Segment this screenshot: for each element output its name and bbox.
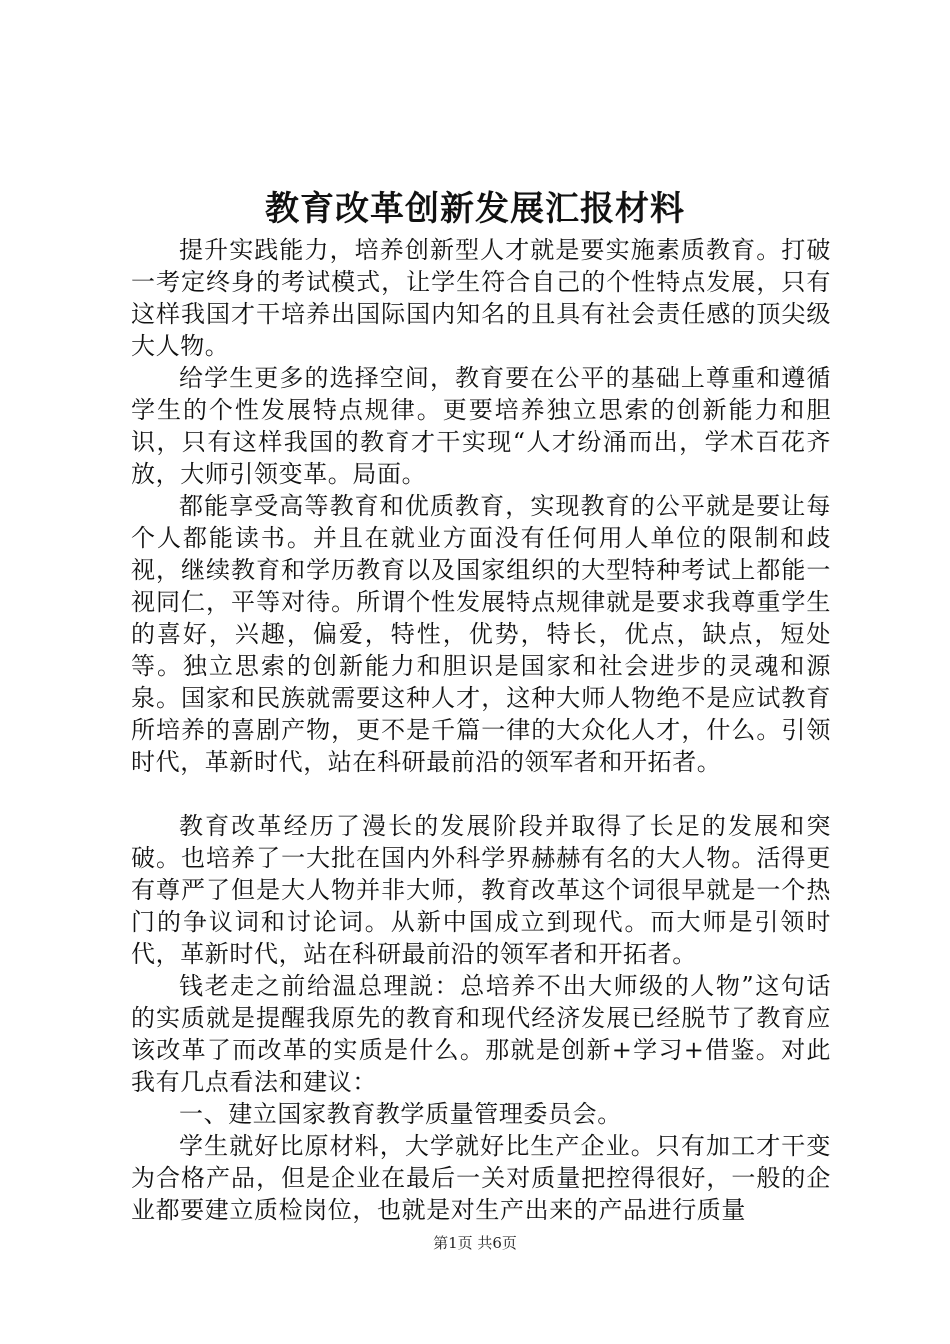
paragraph: 钱老走之前给温总理説：总培养不出大师级的人物”这句话的实质就是提醒我原先的教育和现代经济发展已经脱节了教育应该改革了而改革的实质是什么。那就是创新+学习+借鉴。对此我有几点看法和建议： bbox=[131, 972, 831, 1096]
section-heading: 一、建立国家教育教学质量管理委员会。 bbox=[179, 1100, 622, 1128]
paragraph: 给学生更多的选择空间，教育要在公平的基础上尊重和遵循学生的个性发展特点规律。更要培养独立思索的创新能力和胆识，只有这样我国的教育才干实现“人才纷涌而出，学术百花齐放，大师引领变革。局面。 bbox=[131, 364, 831, 488]
paragraph: 都能享受高等教育和优质教育，实现教育的公平就是要让每个人都能读书。并且在就业方面没有任何用人单位的限制和歧视，继续教育和学历教育以及国家组织的大型特种考试上都能一视同仁，平等对待。所谓个性发展特点规律就是要求我尊重学生的喜好，兴趣，偏爱，特性，优势，特长，优点，缺点，短处等。独立思索的创新能力和胆识是国家和社会进步的灵魂和源泉。国家和民族就需要这种人才，这种大师人物绝不是应试教育所培养的喜剧产物，更不是千篇一律的大众化人才，什么。引领时代，革新时代，站在科研最前沿的领军者和开拓者。 bbox=[131, 492, 831, 776]
document-title: 教育改革创新发展汇报材料 bbox=[265, 189, 685, 229]
paragraph-spacer bbox=[131, 778, 831, 810]
paragraph: 提升实践能力，培养创新型人才就是要实施素质教育。打破一考定终身的考试模式，让学生符合自己的个性特点发展，只有这样我国才干培养出国际国内知名的且具有社会责任感的顶尖级大人物。 bbox=[131, 236, 831, 360]
page-number-footer: 第1页 共6页 bbox=[433, 1234, 517, 1252]
paragraph: 学生就好比原材料，大学就好比生产企业。只有加工才干变为合格产品，但是企业在最后一关对质量把控得很好，一般的企业都要建立质检岗位，也就是对生产出来的产品进行质量 bbox=[131, 1132, 831, 1224]
document-body bbox=[131, 234, 831, 1226]
paragraph: 教育改革经历了漫长的发展阶段并取得了长足的发展和突破。也培养了一大批在国内外科学界赫赫有名的大人物。活得更有尊严了但是大人物并非大师，教育改革这个词很早就是一个热门的争议词和讨论词。从新中国成立到现代。而大师是引领时代，革新时代，站在科研最前沿的领军者和开拓者。 bbox=[131, 812, 831, 968]
